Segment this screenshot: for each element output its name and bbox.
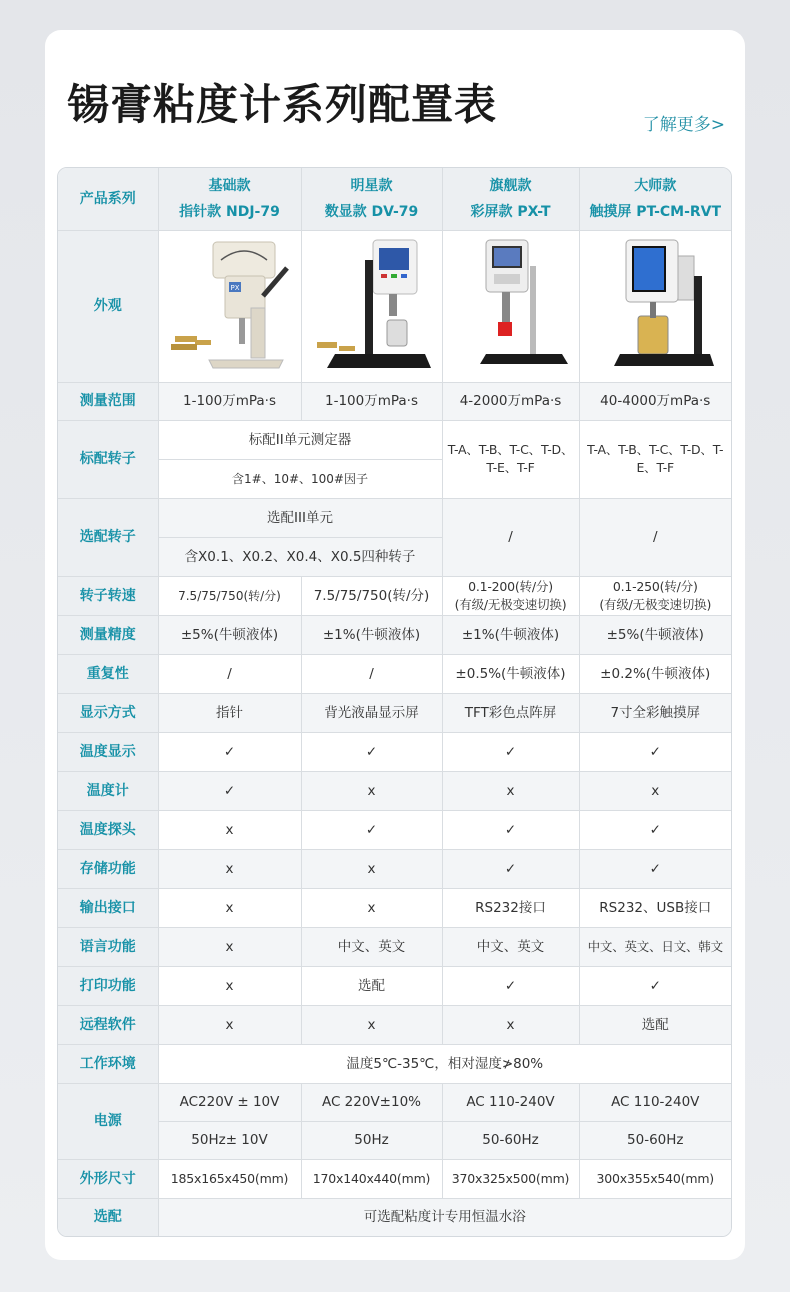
digital-viscometer-image bbox=[301, 230, 442, 382]
check-mark: ✓ bbox=[301, 732, 442, 771]
model-tier: 旗舰款 bbox=[489, 177, 532, 194]
row-label: 外观 bbox=[58, 230, 158, 382]
touchscreen-viscometer-image bbox=[579, 230, 731, 382]
feature-value: ✓ bbox=[301, 810, 442, 849]
feature-value: x bbox=[301, 771, 442, 810]
check-mark: ✓ bbox=[442, 732, 579, 771]
row-label: 工作环境 bbox=[58, 1044, 158, 1083]
model-ndj79 bbox=[158, 168, 301, 230]
feature-value: x bbox=[158, 849, 301, 888]
model-name: 彩屏款 PX-T bbox=[470, 203, 551, 220]
pointer-viscometer-image bbox=[158, 230, 301, 382]
feature-value: x bbox=[301, 849, 442, 888]
page-title: 锡膏粘度计系列配置表 bbox=[67, 80, 498, 129]
feature-value: ✓ bbox=[579, 849, 731, 888]
opt-rotor-top: 选配III单元 bbox=[158, 498, 442, 537]
std-rotor-bottom: 含1#、10#、100#因子 bbox=[158, 459, 442, 498]
feature-value: RS232、USB接口 bbox=[579, 888, 731, 927]
range-value: 4-2000万mPa·s bbox=[442, 382, 579, 420]
row-label: 选配转子 bbox=[58, 498, 158, 576]
row-label: 温度计 bbox=[58, 771, 158, 810]
display-value: TFT彩色点阵屏 bbox=[442, 693, 579, 732]
row-label: 电源 bbox=[58, 1083, 158, 1159]
language-row bbox=[58, 927, 731, 966]
feature-value: x bbox=[579, 771, 731, 810]
std-rotor-row bbox=[58, 420, 731, 459]
size-value: 370x325x500(mm) bbox=[442, 1159, 579, 1198]
repeat-value: / bbox=[301, 654, 442, 693]
row-label: 远程软件 bbox=[58, 1005, 158, 1044]
row-label: 存储功能 bbox=[58, 849, 158, 888]
range-value: 40-4000万mPa·s bbox=[579, 382, 731, 420]
header-label: 产品系列 bbox=[58, 168, 158, 230]
row-label: 外形尺寸 bbox=[58, 1159, 158, 1198]
row-label: 测量范围 bbox=[58, 382, 158, 420]
output-row bbox=[58, 888, 731, 927]
row-label: 标配转子 bbox=[58, 420, 158, 498]
feature-value: ✓ bbox=[442, 849, 579, 888]
print-row bbox=[58, 966, 731, 1005]
feature-value: x bbox=[158, 966, 301, 1005]
std-rotor-px: T-A、T-B、T-C、T-D、T-E、T-F bbox=[442, 420, 579, 498]
temp-display-row bbox=[58, 732, 731, 771]
opt-rotor-row bbox=[58, 498, 731, 537]
row-label: 输出接口 bbox=[58, 888, 158, 927]
appearance-row bbox=[58, 230, 731, 382]
power-row bbox=[58, 1083, 731, 1121]
display-value: 7寸全彩触摸屏 bbox=[579, 693, 731, 732]
repeat-value: ±0.5%(牛顿液体) bbox=[442, 654, 579, 693]
row-label: 显示方式 bbox=[58, 693, 158, 732]
option-value: 可选配粘度计专用恒温水浴 bbox=[158, 1198, 731, 1236]
check-mark: ✓ bbox=[158, 732, 301, 771]
size-value: 300x355x540(mm) bbox=[579, 1159, 731, 1198]
power-row-2 bbox=[58, 1121, 731, 1159]
feature-value: 中文、英文、日文、韩文 bbox=[579, 927, 731, 966]
env-row bbox=[58, 1044, 731, 1083]
size-value: 185x165x450(mm) bbox=[158, 1159, 301, 1198]
speed-row bbox=[58, 576, 731, 615]
model-ptcmrvt bbox=[579, 168, 731, 230]
size-value: 170x140x440(mm) bbox=[301, 1159, 442, 1198]
repeat-value: / bbox=[158, 654, 301, 693]
range-value: 1-100万mPa·s bbox=[301, 382, 442, 420]
feature-value: x bbox=[158, 1005, 301, 1044]
feature-value: ✓ bbox=[579, 966, 731, 1005]
power-voltage: AC220V ± 10V bbox=[158, 1083, 301, 1121]
opt-rotor-pt: / bbox=[579, 498, 731, 576]
model-tier: 明星款 bbox=[350, 177, 393, 194]
power-voltage: AC 220V±10% bbox=[301, 1083, 442, 1121]
feature-value: x bbox=[158, 888, 301, 927]
display-row bbox=[58, 693, 731, 732]
std-rotor-top: 标配II单元测定器 bbox=[158, 420, 442, 459]
header-row bbox=[58, 168, 731, 230]
feature-value: 中文、英文 bbox=[442, 927, 579, 966]
config-card bbox=[45, 30, 745, 1260]
feature-value: ✓ bbox=[442, 966, 579, 1005]
feature-value: RS232接口 bbox=[442, 888, 579, 927]
feature-value: ✓ bbox=[158, 771, 301, 810]
feature-value: x bbox=[158, 810, 301, 849]
feature-value: ✓ bbox=[442, 810, 579, 849]
feature-value: 选配 bbox=[579, 1005, 731, 1044]
accuracy-row bbox=[58, 615, 731, 654]
range-value: 1-100万mPa·s bbox=[158, 382, 301, 420]
accuracy-value: ±1%(牛顿液体) bbox=[442, 615, 579, 654]
feature-value: x bbox=[301, 888, 442, 927]
row-label: 重复性 bbox=[58, 654, 158, 693]
accuracy-value: ±1%(牛顿液体) bbox=[301, 615, 442, 654]
size-row bbox=[58, 1159, 731, 1198]
std-rotor-pt: T-A、T-B、T-C、T-D、T-E、T-F bbox=[579, 420, 731, 498]
feature-value: x bbox=[301, 1005, 442, 1044]
power-frequency: 50Hz± 10V bbox=[158, 1121, 301, 1159]
model-dv79 bbox=[301, 168, 442, 230]
option-row bbox=[58, 1198, 731, 1236]
remote-row bbox=[58, 1005, 731, 1044]
row-label: 转子转速 bbox=[58, 576, 158, 615]
check-mark: ✓ bbox=[579, 732, 731, 771]
opt-rotor-bottom: 含X0.1、X0.2、X0.4、X0.5四种转子 bbox=[158, 537, 442, 576]
display-value: 背光液晶显示屏 bbox=[301, 693, 442, 732]
storage-row bbox=[58, 849, 731, 888]
accuracy-value: ±5%(牛顿液体) bbox=[158, 615, 301, 654]
power-frequency: 50-60Hz bbox=[579, 1121, 731, 1159]
range-row bbox=[58, 382, 731, 420]
feature-value: x bbox=[158, 927, 301, 966]
display-value: 指针 bbox=[158, 693, 301, 732]
row-label: 温度探头 bbox=[58, 810, 158, 849]
learn-more-link[interactable]: 了解更多> bbox=[642, 115, 725, 135]
speed-value: 7.5/75/750(转/分) bbox=[158, 576, 301, 615]
power-voltage: AC 110-240V bbox=[442, 1083, 579, 1121]
model-name: 数显款 DV-79 bbox=[324, 203, 419, 220]
probe-row bbox=[58, 810, 731, 849]
power-frequency: 50-60Hz bbox=[442, 1121, 579, 1159]
row-label: 测量精度 bbox=[58, 615, 158, 654]
repeat-row bbox=[58, 654, 731, 693]
feature-value: 中文、英文 bbox=[301, 927, 442, 966]
feature-value: x bbox=[442, 771, 579, 810]
env-value: 温度5℃-35℃，相对湿度≯80% bbox=[158, 1044, 731, 1083]
config-table bbox=[57, 167, 732, 1237]
feature-value: x bbox=[442, 1005, 579, 1044]
model-tier: 大师款 bbox=[634, 177, 677, 194]
power-voltage: AC 110-240V bbox=[579, 1083, 731, 1121]
model-name: 触摸屏 PT-CM-RVT bbox=[589, 203, 722, 220]
row-label: 语言功能 bbox=[58, 927, 158, 966]
accuracy-value: ±5%(牛顿液体) bbox=[579, 615, 731, 654]
speed-value: 7.5/75/750(转/分) bbox=[301, 576, 442, 615]
power-frequency: 50Hz bbox=[301, 1121, 442, 1159]
model-name: 指针款 NDJ-79 bbox=[179, 203, 280, 220]
row-label: 温度显示 bbox=[58, 732, 158, 771]
feature-value: 选配 bbox=[301, 966, 442, 1005]
color-screen-viscometer-image bbox=[442, 230, 579, 382]
svg-text:PX: PX bbox=[229, 284, 240, 292]
model-pxt bbox=[442, 168, 579, 230]
speed-value: 0.1-200(转/分) (有级/无极变速切换) bbox=[442, 576, 579, 615]
repeat-value: ±0.2%(牛顿液体) bbox=[579, 654, 731, 693]
speed-value: 0.1-250(转/分) (有级/无极变速切换) bbox=[579, 576, 731, 615]
thermometer-row bbox=[58, 771, 731, 810]
model-tier: 基础款 bbox=[208, 177, 251, 194]
feature-value: ✓ bbox=[579, 810, 731, 849]
row-label: 打印功能 bbox=[58, 966, 158, 1005]
row-label: 选配 bbox=[58, 1198, 158, 1236]
opt-rotor-px: / bbox=[442, 498, 579, 576]
